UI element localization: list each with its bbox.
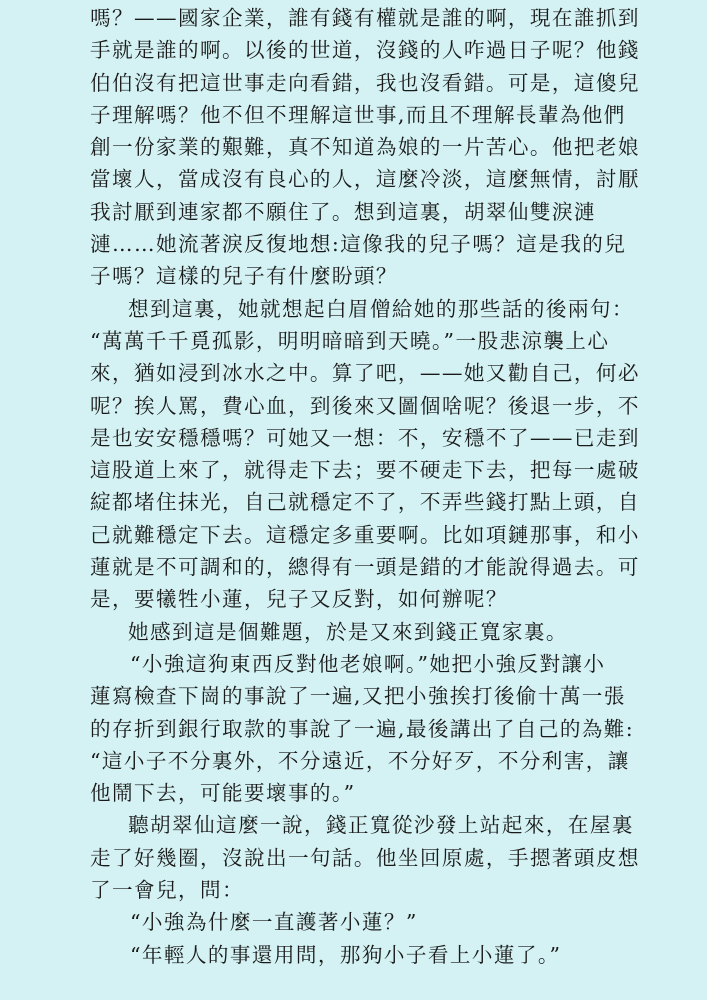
text-line: 來，猶如浸到冰水之中。算了吧，——她又勸自己，何必 <box>90 361 640 386</box>
text-line: 己就難穩定下去。這穩定多重要啊。比如項鏈那事，和小 <box>90 522 640 547</box>
document-body <box>90 2 640 971</box>
text-line: 子理解嗎？他不但不理解這世事,而且不理解長輩為他們 <box>90 102 626 127</box>
text-line: 手就是誰的啊。以後的世道，沒錢的人咋過日子呢？他錢 <box>90 38 640 63</box>
text-line: 呢？挨人罵，費心血，到後來又圖個啥呢？後退一步，不 <box>90 393 640 418</box>
text-line: “這小子不分裏外，不分遠近，不分好歹，不分利害，讓 <box>90 748 630 773</box>
paragraph-start-line: 她感到這是個難題，於是又來到錢正寬家裏。 <box>128 619 568 644</box>
text-line: 我討厭到連家都不願住了。想到這裏，胡翠仙雙淚漣 <box>90 199 596 224</box>
dialogue-start-line: “年輕人的事還用問，那狗小子看上小蓮了。” <box>130 942 562 967</box>
text-line: 漣……她流著淚反復地想:這像我的兒子嗎？這是我的兒 <box>90 232 627 257</box>
text-line: 伯伯沒有把這世事走向看錯，我也沒看錯。可是，這傻兒 <box>90 70 640 95</box>
dialogue-start-line: “小強為什麼一直護著小蓮？” <box>130 910 418 935</box>
text-line: 的存折到銀行取款的事說了一遍,最後講出了自己的為難: <box>90 716 635 741</box>
paragraph-start-line: 聽胡翠仙這麼一說，錢正寬從沙發上站起來，在屋裏 <box>128 813 634 838</box>
text-line: “萬萬千千覓孤影，明明暗暗到天曉。”一股悲涼襲上心 <box>90 328 610 353</box>
text-line: 蓮寫檢查下崗的事說了一遍,又把小強挨打後偷十萬一張 <box>90 684 626 709</box>
text-line: 走了好幾圈，沒說出一句話。他坐回原處，手摁著頭皮想 <box>90 845 640 870</box>
text-line: 蓮就是不可調和的，總得有一頭是錯的才能說得過去。可 <box>90 555 640 580</box>
paragraph-start-line: 想到這裏，她就想起白眉僧給她的那些話的後兩句： <box>128 296 634 321</box>
text-line: 是也安安穩穩嗎？可她又一想：不，安穩不了——已走到 <box>90 425 640 450</box>
text-line: 是，要犧牲小蓮，兒子又反對，如何辦呢？ <box>90 587 508 612</box>
text-line: 綻都堵住抹光，自己就穩定不了，不弄些錢打點上頭，自 <box>90 490 640 515</box>
text-line: 當壞人，當成沒有良心的人，這麼冷淡，這麼無情，討厭 <box>90 167 640 192</box>
text-line: 嗎？——國家企業，誰有錢有權就是誰的啊，現在誰抓到 <box>90 6 640 30</box>
text-line: 了一會兒，問： <box>90 878 244 903</box>
dialogue-start-line: “小強這狗東西反對他老娘啊。”她把小強反對讓小 <box>130 651 606 676</box>
text-line: 子嗎？這樣的兒子有什麼盼頭？ <box>90 264 398 289</box>
text-line: 他鬧下去，可能要壞事的。” <box>90 781 356 806</box>
text-line: 創一份家業的艱難，真不知道為娘的一片苦心。他把老娘 <box>90 135 640 160</box>
text-line: 這股道上來了，就得走下去；要不硬走下去，把每一處破 <box>90 458 640 483</box>
